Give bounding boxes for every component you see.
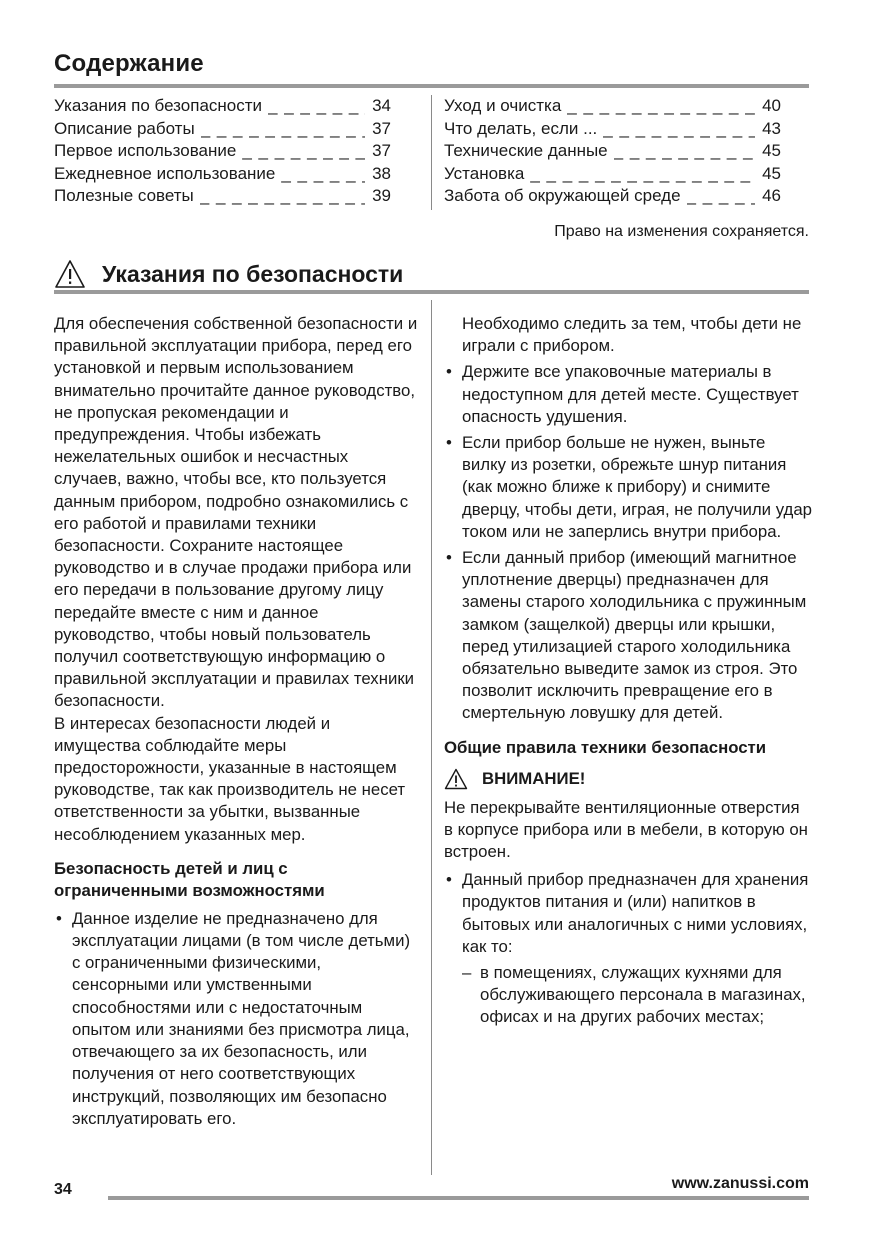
toc-entry-label: Ежедневное использование <box>54 163 276 183</box>
column-divider <box>431 300 432 1175</box>
continuation-paragraph: Необходимо следить за тем, чтобы дети не играли с прибором. <box>462 314 802 356</box>
toc-entry-page: 38 <box>372 163 391 183</box>
toc-leader <box>567 95 755 118</box>
section-divider <box>54 290 809 294</box>
toc-entry-page: 43 <box>762 118 781 138</box>
toc-right-column <box>444 95 781 208</box>
page-number: 34 <box>54 1181 72 1198</box>
list-item-text: Данный прибор предназначен для хранения продуктов питания и (или) напитков в бытовых или аналогичных с ними условиях, как то: <box>462 870 809 956</box>
list-item: • Держите все упаковочные материалы в недоступном для детей месте. Существует опасность удушения. <box>444 361 812 428</box>
toc-left-column <box>54 95 391 208</box>
toc-entry-label: Технические данные <box>444 141 608 161</box>
intro-paragraph-2: В интересах безопасности людей и имущества соблюдайте меры предосторожности, указанные в настоящем руководстве, так как производитель не несет ответственности за убытки, вызванные несоблюдением указанных мер. <box>54 713 406 844</box>
toc-entry-page: 45 <box>762 163 781 183</box>
toc-leader <box>200 185 365 208</box>
list-item <box>444 869 812 958</box>
section-title: Указания по безопасности <box>102 260 404 287</box>
toc-leader <box>530 163 755 186</box>
toc-leader <box>242 140 365 163</box>
toc-entry-page: 39 <box>372 186 391 206</box>
toc-entry[interactable] <box>54 185 391 208</box>
toc-leader <box>201 118 365 141</box>
toc-leader <box>268 95 365 118</box>
toc-entry-page: 46 <box>762 186 781 206</box>
toc-entry-page: 34 <box>372 96 391 115</box>
dash-list <box>444 962 812 1029</box>
toc-entry-page: 45 <box>762 141 781 161</box>
toc-entry-label: Забота об окружающей среде <box>444 186 681 206</box>
toc-entry[interactable] <box>444 118 781 141</box>
warning-triangle-icon <box>444 768 468 790</box>
bullet-list <box>54 908 420 1130</box>
toc-leader <box>603 118 755 141</box>
toc-entry[interactable] <box>444 140 781 163</box>
toc-entry[interactable] <box>444 95 781 118</box>
toc-entry-page: 40 <box>762 96 781 115</box>
text-column-left <box>54 313 420 1134</box>
toc-entry[interactable] <box>54 118 391 141</box>
toc-entry[interactable] <box>54 95 391 118</box>
bullet-list <box>444 869 812 958</box>
toc-title: Содержание <box>54 50 204 77</box>
section-heading <box>54 256 403 292</box>
toc-entry-label: Первое использование <box>54 141 237 161</box>
title-divider <box>54 84 809 88</box>
toc-entry-label: Описание работы <box>54 118 195 138</box>
toc-entry-label: Полезные советы <box>54 186 194 206</box>
bullet-list <box>444 361 812 724</box>
list-item: • Если прибор больше не нужен, выньте вилку из розетки, обрежьте шнур питания (как можно ближе к прибору) и снимите дверцу, чтобы дети, играя, не получили удар током или не заперлись внутри прибора. <box>444 432 812 543</box>
toc-leader <box>614 140 755 163</box>
toc-entry-label: Указания по безопасности <box>54 96 263 115</box>
warning-callout <box>444 767 812 791</box>
warning-triangle-icon <box>54 259 86 289</box>
toc-entry[interactable] <box>54 163 391 186</box>
toc-entry[interactable] <box>54 140 391 163</box>
toc-entry-label: Установка <box>444 163 525 183</box>
subheading-children: Безопасность детей и лиц с ограниченными возможностями <box>54 858 325 900</box>
toc-entry-page: 37 <box>372 141 391 161</box>
warning-text: Не перекрывайте вентиляционные отверстия в корпусе прибора или в мебели, в которую он встроен. <box>444 797 808 862</box>
toc-entry-label: Уход и очистка <box>444 96 562 115</box>
footer-divider <box>108 1196 809 1200</box>
toc-leader <box>687 185 755 208</box>
list-item: • Если данный прибор (имеющий магнитное уплотнение дверцы) предназначен для замены старого холодильника с пружинным замком (защелкой) дверцы или крышки, перед утилизацией старого холодильника обязательно выведите замок из строя. Это позволит исключить превращение его в смертельную ловушку для детей. <box>444 547 812 725</box>
list-item: – в помещениях, служащих кухнями для обслуживающего персонала в магазинах, офисах и на других рабочих местах; <box>444 962 812 1029</box>
website-link[interactable]: www.zanussi.com <box>671 1175 809 1192</box>
text-column-right <box>444 313 812 1029</box>
rights-note: Право на изменения сохраняется. <box>554 223 809 240</box>
warning-label: ВНИМАНИЕ! <box>482 768 586 788</box>
toc-column-divider <box>431 95 432 210</box>
intro-paragraph: Для обеспечения собственной безопасности и правильной эксплуатации прибора, перед его установкой и первым использованием внимательно прочитайте данное руководство, не пропуская рекомендации и предупреждения. Чтобы избежать нежелательных ошибок и несчастных случаев, важно, чтобы все, кто пользуется данным прибором, подробно ознакомились с его работой и правилами техники безопасности. Сохраните настоящее руководство и в случае продажи прибора или его передачи в пользование другому лицу передайте вместе с ним и данное руководство, чтобы новый пользователь получил соответствующую информацию о правильной эксплуатации и правилах техники безопасности. <box>54 314 418 711</box>
toc-leader <box>281 163 365 186</box>
subheading-general-safety: Общие правила техники безопасности <box>444 737 767 757</box>
toc-entry-label: Что делать, если ... <box>444 118 598 138</box>
toc-entry-page: 37 <box>372 118 391 138</box>
toc-entry[interactable] <box>444 163 781 186</box>
list-item: • Данное изделие не предназначено для эксплуатации лицами (в том числе детьми) с ограниченными физическими, сенсорными или умственными способностями или с недостаточным опытом или знаниями без присмотра лица, отвечающего за их безопасность, или получения от него соответствующих инструкций, позволяющих им безопасно эксплуатировать его. <box>54 908 420 1130</box>
toc-entry[interactable] <box>444 185 781 208</box>
